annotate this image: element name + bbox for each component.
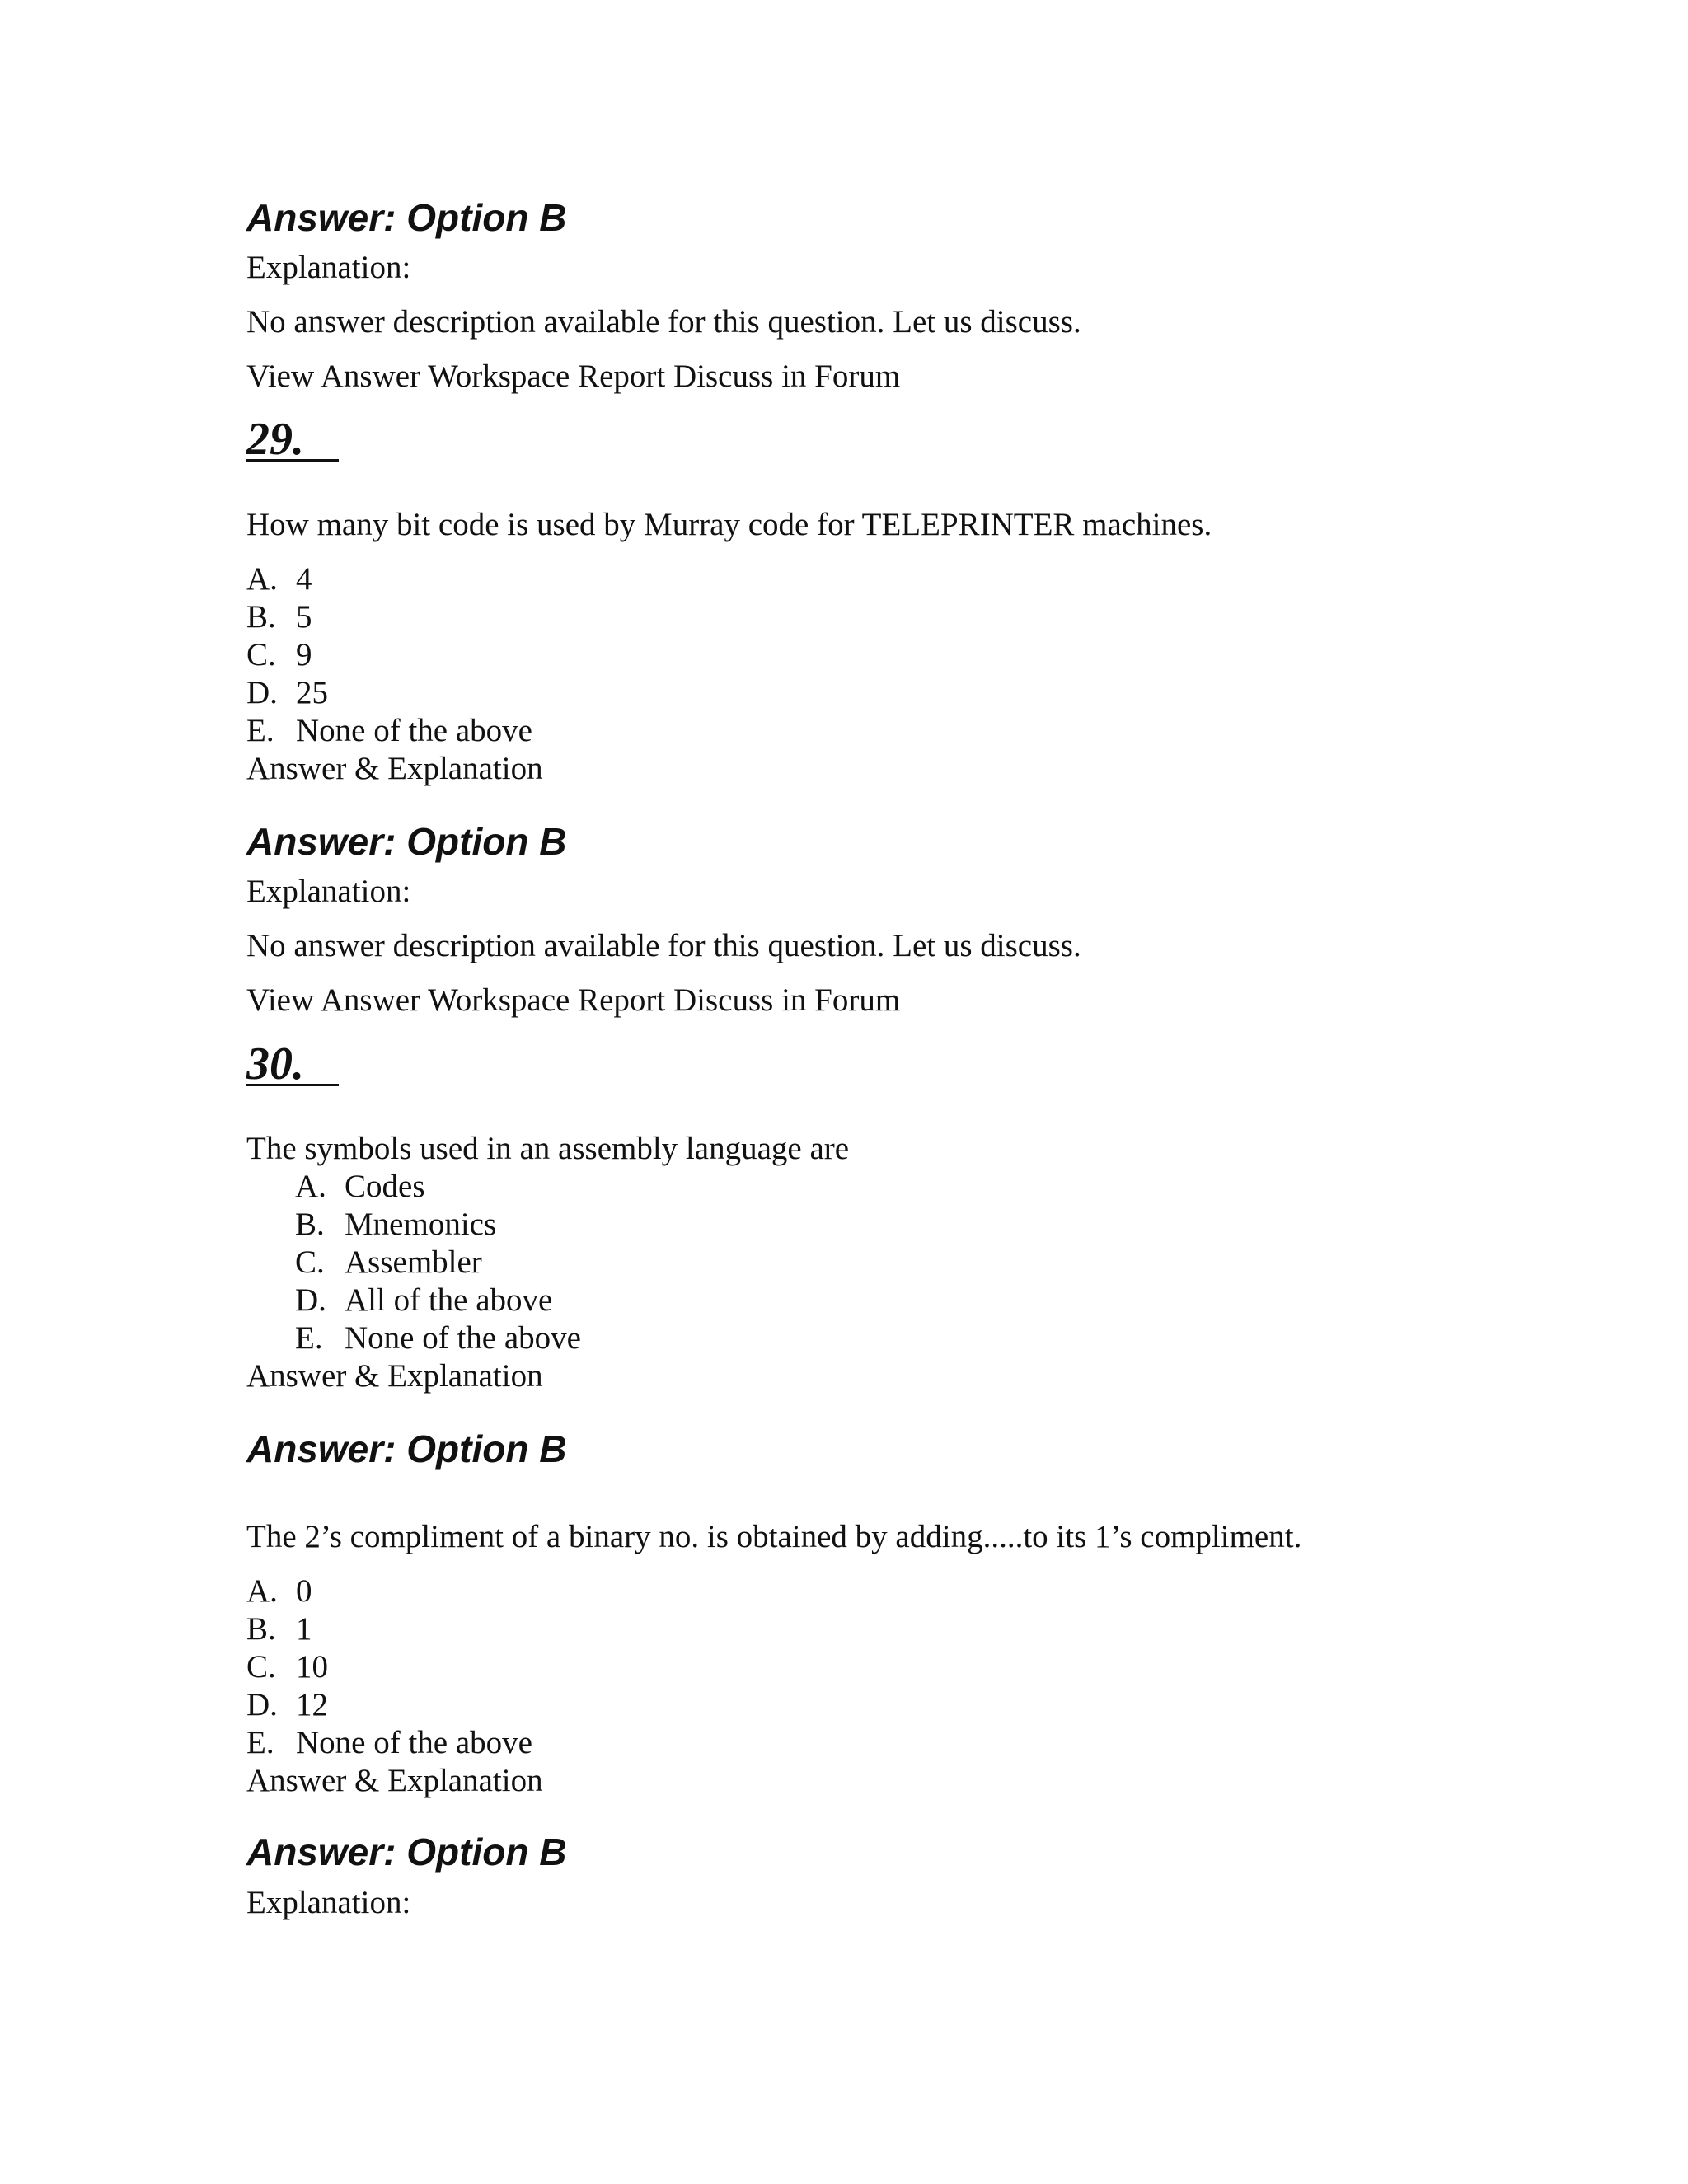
- explanation-label: Explanation:: [246, 874, 411, 909]
- option-letter: D.: [295, 1282, 326, 1318]
- option-text: 9: [296, 637, 312, 673]
- option-text: 0: [296, 1573, 312, 1609]
- option-letter: C.: [246, 637, 276, 673]
- option-b[interactable]: [246, 598, 312, 636]
- option-text: 4: [296, 561, 312, 597]
- option-e[interactable]: [246, 712, 532, 750]
- option-text: Codes: [345, 1169, 425, 1204]
- answer-heading: Answer: Option B: [246, 196, 567, 239]
- option-letter: A.: [295, 1169, 326, 1204]
- answer-heading: Answer: Option B: [246, 820, 567, 863]
- option-text: 5: [296, 599, 312, 635]
- question-number: 29.: [246, 414, 339, 465]
- option-c[interactable]: [295, 1244, 482, 1282]
- option-letter: C.: [246, 1649, 276, 1685]
- question-actions[interactable]: View Answer Workspace Report Discuss in Forum: [246, 982, 901, 1018]
- option-letter: D.: [246, 675, 278, 710]
- option-text: Assembler: [345, 1244, 482, 1280]
- answer-explanation-link[interactable]: Answer & Explanation: [246, 1358, 543, 1394]
- option-text: 25: [296, 675, 328, 710]
- option-letter: D.: [246, 1687, 278, 1722]
- question-text: The symbols used in an assembly language are: [246, 1131, 850, 1166]
- option-text: 1: [296, 1611, 312, 1647]
- option-text: 12: [296, 1687, 328, 1722]
- option-b[interactable]: [246, 1610, 312, 1648]
- option-e[interactable]: [246, 1724, 532, 1762]
- explanation-label: Explanation:: [246, 250, 411, 285]
- option-d[interactable]: [246, 674, 328, 712]
- option-letter: A.: [246, 1573, 278, 1609]
- option-text: None of the above: [296, 1725, 532, 1760]
- answer-explanation-link[interactable]: Answer & Explanation: [246, 751, 543, 786]
- option-d[interactable]: [295, 1282, 552, 1319]
- option-text: None of the above: [296, 713, 532, 748]
- option-text: 10: [296, 1649, 328, 1685]
- option-letter: B.: [246, 1611, 276, 1647]
- question-text: How many bit code is used by Murray code for TELEPRINTER machines.: [246, 507, 1212, 542]
- option-text: None of the above: [345, 1320, 581, 1356]
- option-letter: E.: [295, 1320, 323, 1356]
- option-d[interactable]: [246, 1686, 328, 1724]
- option-letter: C.: [295, 1244, 325, 1280]
- option-text: Mnemonics: [345, 1207, 497, 1242]
- option-text: All of the above: [345, 1282, 553, 1318]
- question-text: The 2’s compliment of a binary no. is obtained by adding.....to its 1’s compliment.: [246, 1519, 1302, 1554]
- answer-heading: Answer: Option B: [246, 1427, 567, 1470]
- answer-explanation-link[interactable]: Answer & Explanation: [246, 1763, 543, 1798]
- option-a[interactable]: [246, 560, 312, 598]
- option-c[interactable]: [246, 636, 312, 674]
- explanation-text: No answer description available for this question. Let us discuss.: [246, 928, 1081, 963]
- question-actions[interactable]: View Answer Workspace Report Discuss in Forum: [246, 359, 901, 394]
- option-b[interactable]: [295, 1206, 496, 1244]
- option-c[interactable]: [246, 1648, 328, 1686]
- option-letter: B.: [295, 1207, 325, 1242]
- option-a[interactable]: [295, 1168, 425, 1206]
- explanation-label: Explanation:: [246, 1885, 411, 1920]
- option-letter: E.: [246, 713, 274, 748]
- option-e[interactable]: [295, 1319, 581, 1357]
- option-a[interactable]: [246, 1572, 312, 1610]
- question-number: 30.: [246, 1038, 339, 1090]
- option-letter: E.: [246, 1725, 274, 1760]
- answer-heading: Answer: Option B: [246, 1830, 567, 1873]
- explanation-text: No answer description available for this question. Let us discuss.: [246, 304, 1081, 340]
- option-letter: B.: [246, 599, 276, 635]
- option-letter: A.: [246, 561, 278, 597]
